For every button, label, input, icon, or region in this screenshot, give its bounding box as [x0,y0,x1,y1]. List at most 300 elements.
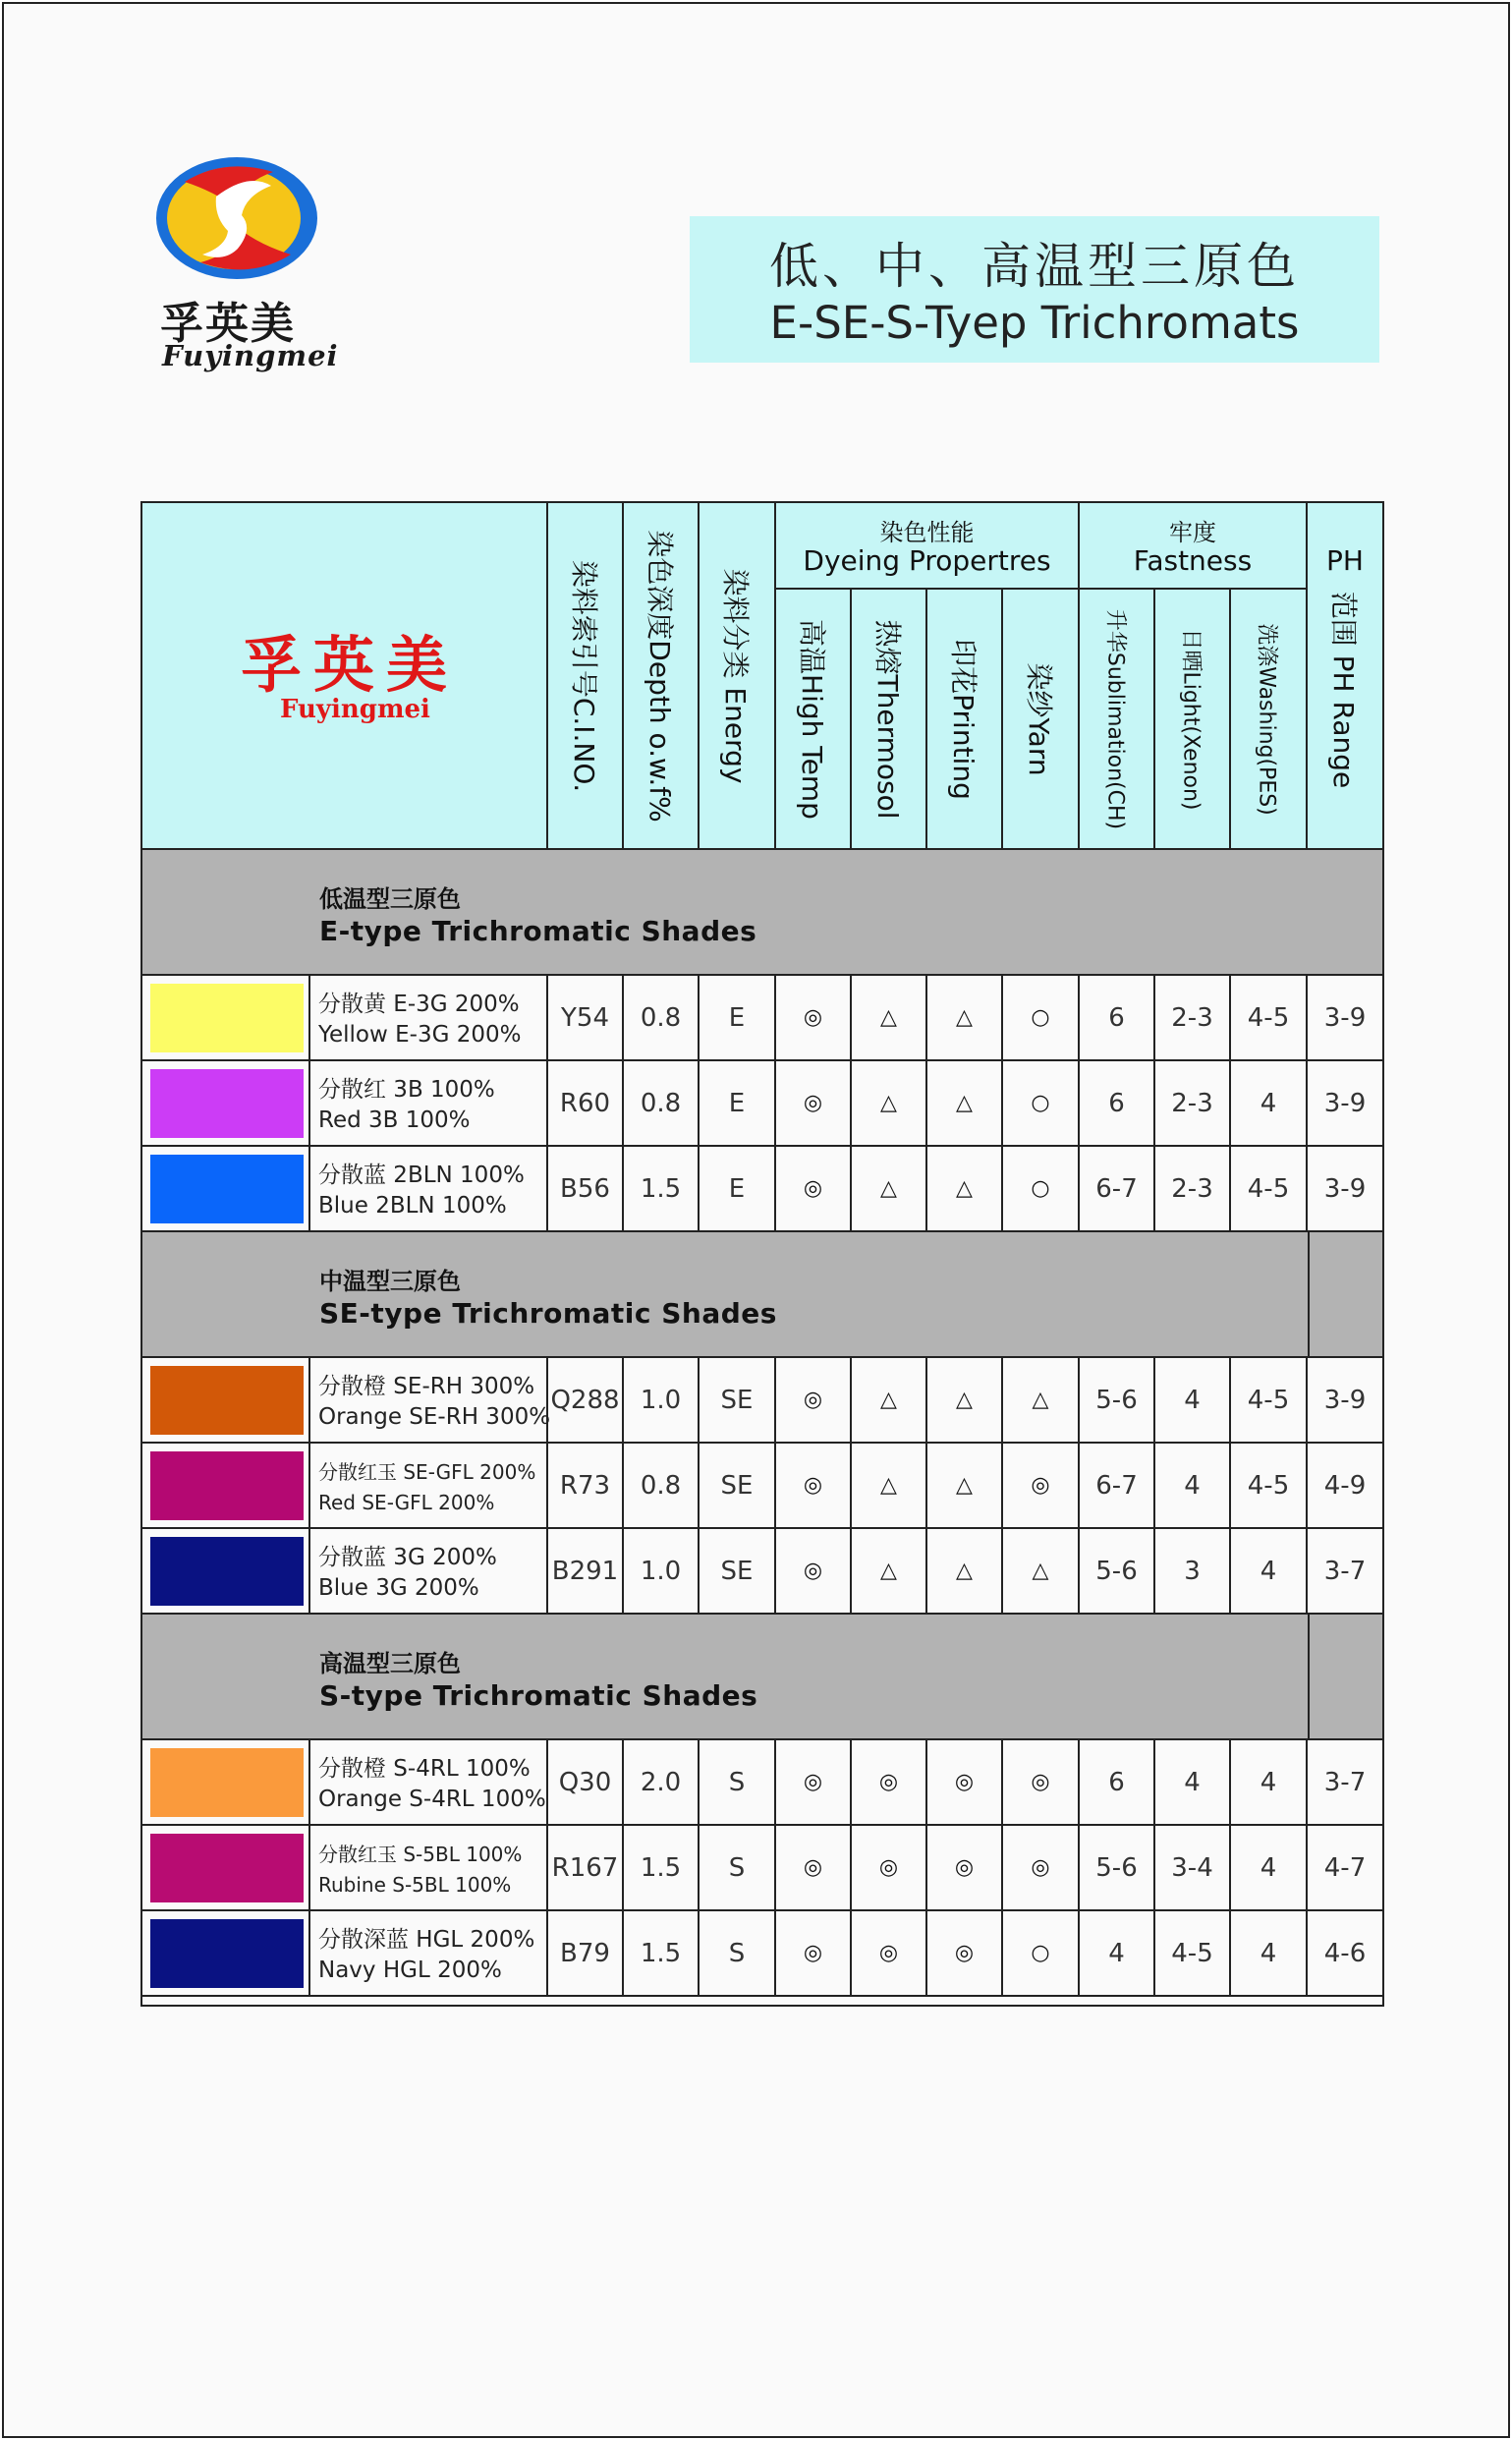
value-cell-energy [700,1740,776,1826]
value-thermosol: ◎ [878,1770,899,1794]
value-high-temp: ◎ [803,1091,823,1115]
value-cell-thermosol [852,1147,927,1232]
value-cell-washing [1231,1529,1308,1615]
color-swatch [150,1919,304,1988]
value-cell-thermosol [852,1826,927,1911]
value-cell-sublimation [1080,1147,1155,1232]
value-high-temp: ◎ [803,1559,823,1583]
value-cell-thermosol [852,976,927,1061]
value-energy: E [728,1173,746,1204]
value-sublimation: 6 [1108,1002,1125,1033]
value-cell-ci [548,1826,624,1911]
value-washing: 4 [1260,1852,1277,1883]
value-cell-thermosol [852,1911,927,1997]
value-cell-light [1155,1740,1231,1826]
value-washing: 4 [1260,1938,1277,1968]
value-cell-energy [700,1358,776,1444]
product-name-cn: 分散蓝 2BLN 100% [318,1163,525,1188]
value-printing: △ [956,1388,973,1412]
value-cell-yarn [1003,1444,1080,1529]
value-high-temp: ◎ [803,1941,823,1965]
product-name [318,1075,495,1136]
section-title-cn: 高温型三原色 [319,1650,461,1677]
swatch-cell [142,1061,310,1147]
product-name-cn: 分散红 3B 100% [318,1077,495,1103]
value-high-temp: ◎ [803,1473,823,1498]
section-header [142,850,1382,976]
value-light: 4 [1184,1385,1201,1415]
value-cell-sublimation [1080,976,1155,1061]
value-ph: 3-9 [1323,1385,1367,1415]
value-cell-washing [1231,1911,1308,1997]
value-ci: R73 [559,1470,611,1501]
value-ph: 3-7 [1323,1767,1367,1797]
product-name-en: Blue 2BLN 100% [318,1193,507,1219]
product-name-cn: 分散橙 S-4RL 100% [318,1756,531,1782]
product-name-cell [310,1444,548,1529]
brand-english: Fuyingmei [280,695,430,724]
product-name-en: Rubine S-5BL 100% [318,1873,512,1897]
value-ci: R60 [559,1088,611,1118]
swatch-cell [142,1911,310,1997]
section-header [142,1232,1382,1358]
value-cell-ph [1308,1358,1382,1444]
header-ci-no [548,503,624,850]
value-light: 3-4 [1171,1852,1213,1883]
title-chinese: 低、中、高温型三原色 [769,238,1300,295]
brand-chinese: 孚英美 [241,629,460,701]
header-washing [1231,590,1308,850]
value-printing: △ [956,1559,973,1583]
value-cell-ci [548,1529,624,1615]
color-swatch [150,1748,304,1817]
value-cell-depth [624,1740,700,1826]
header-thermosol [852,590,927,850]
value-cell-light [1155,1444,1231,1529]
value-printing: △ [956,1473,973,1498]
value-cell-ph [1308,1444,1382,1529]
value-cell-printing [927,1740,1003,1826]
product-name-en: Yellow E-3G 200% [318,1022,522,1048]
logo-emblem-icon [155,152,318,285]
value-cell-ph [1308,1740,1382,1826]
value-cell-yarn [1003,1826,1080,1911]
value-cell-ci [548,1358,624,1444]
value-cell-energy [700,1061,776,1147]
value-sublimation: 5-6 [1095,1385,1138,1415]
product-name-cell [310,1740,548,1826]
value-cell-high-temp [776,1358,852,1444]
product-name [318,1457,535,1518]
product-name-cn: 分散蓝 3G 200% [318,1545,497,1570]
value-cell-energy [700,1147,776,1232]
value-cell-thermosol [852,1444,927,1529]
value-cell-sublimation [1080,1740,1155,1826]
value-thermosol: △ [880,1091,897,1115]
value-energy: S [728,1852,746,1883]
value-depth: 1.5 [640,1173,682,1204]
value-high-temp: ◎ [803,1855,823,1880]
value-light: 2-3 [1171,1088,1213,1118]
value-cell-washing [1231,1826,1308,1911]
value-yarn: ○ [1031,1941,1050,1965]
value-cell-ci [548,1147,624,1232]
value-cell-washing [1231,1358,1308,1444]
product-name-en: Orange SE-RH 300% [318,1404,551,1430]
product-name-en: Navy HGL 200% [318,1958,502,1983]
value-cell-yarn [1003,1740,1080,1826]
value-cell-washing [1231,1740,1308,1826]
section-ph-cell [1308,1232,1382,1356]
value-cell-depth [624,976,700,1061]
header-depth [624,503,700,850]
color-swatch [150,1069,304,1138]
value-sublimation: 6-7 [1095,1173,1138,1204]
value-light: 3 [1184,1556,1201,1586]
logo-english-name: Fuyingmei [162,339,339,372]
color-swatch [150,984,304,1052]
value-light: 4 [1184,1767,1201,1797]
value-washing: 4 [1260,1767,1277,1797]
product-name [318,1372,550,1433]
value-energy: S [728,1767,746,1797]
header-depth-label: 染色深度Depth o.w.f% [643,529,676,823]
value-energy: SE [720,1556,754,1586]
value-ci: Y54 [561,1002,609,1033]
brand-header-cell [142,503,548,850]
header-printing [927,590,1003,850]
product-name-cell [310,1826,548,1911]
value-cell-high-temp [776,976,852,1061]
value-high-temp: ◎ [803,1005,823,1030]
value-washing: 4-5 [1247,1470,1290,1501]
value-cell-ci [548,1911,624,1997]
value-thermosol: ◎ [878,1941,899,1965]
value-ci: B291 [551,1556,619,1586]
value-cell-ph [1308,1061,1382,1147]
value-cell-sublimation [1080,1444,1155,1529]
value-thermosol: △ [880,1005,897,1030]
value-yarn: ◎ [1031,1855,1050,1880]
value-high-temp: ◎ [803,1388,823,1412]
value-cell-light [1155,1147,1231,1232]
value-light: 4 [1184,1470,1201,1501]
swatch-cell [142,1740,310,1826]
value-yarn: △ [1032,1559,1049,1583]
value-yarn: ◎ [1031,1473,1050,1498]
product-name [318,1754,546,1815]
value-cell-printing [927,1358,1003,1444]
value-depth: 1.0 [640,1385,682,1415]
header-high-temp-label: 高温High Temp [795,618,828,820]
value-ci: B79 [560,1938,610,1968]
value-cell-light [1155,1826,1231,1911]
value-cell-ph [1308,976,1382,1061]
value-cell-yarn [1003,976,1080,1061]
product-name-en: Red 3B 100% [318,1107,471,1133]
header-energy [700,503,776,850]
value-cell-energy [700,1444,776,1529]
product-name-cell [310,1358,551,1444]
product-name-cn: 分散红玉 S-5BL 100% [318,1843,523,1866]
product-name-cn: 分散橙 SE-RH 300% [318,1374,535,1399]
value-ph: 3-9 [1323,1002,1367,1033]
section-title-cn: 中温型三原色 [319,1268,461,1295]
value-cell-high-temp [776,1147,852,1232]
value-cell-printing [927,976,1003,1061]
value-cell-yarn [1003,1911,1080,1997]
value-energy: SE [720,1385,754,1415]
header-light-label: 日晒Light(Xenon) [1178,627,1203,811]
value-cell-ph [1308,1529,1382,1615]
section-title-en: S-type Trichromatic Shades [319,1679,758,1712]
swatch-cell [142,1358,310,1444]
value-cell-sublimation [1080,1529,1155,1615]
value-cell-depth [624,1061,700,1147]
value-ci: R167 [551,1852,619,1883]
value-cell-thermosol [852,1358,927,1444]
value-cell-sublimation [1080,1061,1155,1147]
value-ph: 3-9 [1323,1173,1367,1204]
value-thermosol: △ [880,1176,897,1201]
value-energy: E [728,1002,746,1033]
value-cell-printing [927,1061,1003,1147]
value-cell-yarn [1003,1358,1080,1444]
product-name-cn: 分散红玉 SE-GFL 200% [318,1460,536,1484]
header-yarn-label: 染纱Yarn [1023,661,1055,776]
value-cell-ph [1308,1826,1382,1911]
company-logo [152,152,339,378]
header-fastness-group-cn: 牢度 [1169,519,1216,546]
value-cell-printing [927,1444,1003,1529]
value-depth: 2.0 [640,1767,682,1797]
value-depth: 0.8 [640,1088,682,1118]
value-washing: 4 [1260,1556,1277,1586]
swatch-cell [142,1826,310,1911]
value-light: 2-3 [1171,1002,1213,1033]
header-washing-label: 洗涤Washing(PES) [1254,622,1279,816]
product-name [318,1925,534,1986]
product-name-cell [310,1911,548,1997]
value-cell-light [1155,1911,1231,1997]
value-cell-light [1155,1358,1231,1444]
value-energy: SE [720,1470,754,1501]
value-washing: 4-5 [1247,1385,1290,1415]
value-sublimation: 6 [1108,1767,1125,1797]
swatch-cell [142,976,310,1061]
value-cell-washing [1231,1147,1308,1232]
value-cell-thermosol [852,1061,927,1147]
value-cell-high-temp [776,1826,852,1911]
value-cell-printing [927,1826,1003,1911]
value-sublimation: 6 [1108,1088,1125,1118]
value-cell-energy [700,1911,776,1997]
value-washing: 4 [1260,1088,1277,1118]
header-dyeing-group [776,503,1080,590]
value-washing: 4-5 [1247,1002,1290,1033]
value-cell-washing [1231,1444,1308,1529]
value-cell-sublimation [1080,1358,1155,1444]
header-ph-range-label: 范围 PH Range [1327,591,1360,789]
value-light: 2-3 [1171,1173,1213,1204]
value-cell-ph [1308,1147,1382,1232]
value-cell-printing [927,1147,1003,1232]
value-cell-light [1155,1529,1231,1615]
value-cell-depth [624,1147,700,1232]
value-energy: E [728,1088,746,1118]
header-ci-no-label: 染料索引号C.I.NO. [567,559,600,792]
swatch-cell [142,1147,310,1232]
value-depth: 1.0 [640,1556,682,1586]
color-swatch [150,1155,304,1223]
value-ph: 3-9 [1323,1088,1367,1118]
value-cell-energy [700,1529,776,1615]
logo-chinese-name: 孚英美 [160,299,296,349]
value-cell-yarn [1003,1061,1080,1147]
value-cell-ph [1308,1911,1382,1997]
header-fastness-group-en: Fastness [1133,544,1253,577]
value-thermosol: △ [880,1473,897,1498]
product-name-cell [310,1147,548,1232]
value-ph: 4-6 [1323,1938,1367,1968]
value-cell-light [1155,976,1231,1061]
header-energy-label: 染料分类 Energy [719,568,752,783]
value-printing: ◎ [954,1941,975,1965]
header-fastness-group [1080,503,1308,590]
value-printing: ◎ [954,1770,975,1794]
value-thermosol: △ [880,1388,897,1412]
value-cell-ci [548,1061,624,1147]
value-cell-high-temp [776,1740,852,1826]
header-dyeing-group-en: Dyeing Propertres [803,544,1051,577]
value-ph: 3-7 [1323,1556,1367,1586]
value-sublimation: 6-7 [1095,1470,1138,1501]
color-swatch [150,1451,304,1520]
product-name-cell [310,976,548,1061]
color-swatch [150,1366,304,1435]
product-name-en: Red SE-GFL 200% [318,1491,495,1514]
value-depth: 1.5 [640,1852,682,1883]
color-swatch [150,1537,304,1606]
header-sublimation-label: 升华Sublimation(CH) [1102,608,1127,829]
value-cell-depth [624,1529,700,1615]
value-cell-thermosol [852,1740,927,1826]
value-cell-depth [624,1826,700,1911]
value-yarn: ○ [1031,1091,1050,1115]
value-cell-sublimation [1080,1826,1155,1911]
value-depth: 0.8 [640,1470,682,1501]
section-title-cn: 低温型三原色 [319,885,461,913]
value-cell-energy [700,1826,776,1911]
title-english: E-SE-S-Tyep Trichromats [769,297,1300,349]
value-thermosol: △ [880,1559,897,1583]
section-ph-cell [1308,1615,1382,1738]
value-cell-ci [548,1444,624,1529]
value-cell-yarn [1003,1147,1080,1232]
value-cell-printing [927,1529,1003,1615]
value-printing: △ [956,1176,973,1201]
trichromat-table [140,501,1384,2007]
product-name [318,1161,525,1221]
value-ph: 4-7 [1323,1852,1367,1883]
value-high-temp: ◎ [803,1176,823,1201]
product-name-en: Orange S-4RL 100% [318,1787,546,1812]
section-title-en: SE-type Trichromatic Shades [319,1297,777,1330]
color-swatch [150,1834,304,1902]
value-cell-yarn [1003,1529,1080,1615]
header-ph [1308,503,1382,850]
product-name [318,1543,497,1604]
value-yarn: △ [1032,1388,1049,1412]
product-name-cell [310,1529,548,1615]
value-cell-high-temp [776,1061,852,1147]
value-cell-ci [548,976,624,1061]
value-ci: Q30 [558,1767,612,1797]
value-printing: ◎ [954,1855,975,1880]
header-ph-en: PH [1326,544,1364,577]
value-printing: △ [956,1091,973,1115]
value-cell-thermosol [852,1529,927,1615]
value-washing: 4-5 [1247,1173,1290,1204]
value-cell-depth [624,1358,700,1444]
value-cell-washing [1231,1061,1308,1147]
swatch-cell [142,1444,310,1529]
header-high-temp [776,590,852,850]
product-name-cell [310,1061,548,1147]
value-sublimation: 4 [1108,1938,1125,1968]
value-sublimation: 5-6 [1095,1852,1138,1883]
swatch-cell [142,1529,310,1615]
value-cell-high-temp [776,1444,852,1529]
document-title-box [690,216,1379,363]
value-cell-printing [927,1911,1003,1997]
value-cell-energy [700,976,776,1061]
value-cell-depth [624,1911,700,1997]
product-name [318,990,521,1050]
product-name-cn: 分散深蓝 HGL 200% [318,1927,535,1953]
header-printing-label: 印花Printing [946,638,980,800]
value-sublimation: 5-6 [1095,1556,1138,1586]
section-header [142,1615,1382,1740]
value-high-temp: ◎ [803,1770,823,1794]
value-cell-sublimation [1080,1911,1155,1997]
value-ph: 4-9 [1323,1470,1367,1501]
value-cell-ci [548,1740,624,1826]
value-light: 4-5 [1171,1938,1213,1968]
value-thermosol: ◎ [878,1855,899,1880]
value-ci: Q288 [550,1385,620,1415]
value-cell-high-temp [776,1529,852,1615]
value-energy: S [728,1938,746,1968]
value-yarn: ◎ [1031,1770,1050,1794]
value-yarn: ○ [1031,1005,1050,1030]
product-name-en: Blue 3G 200% [318,1575,479,1601]
header-yarn [1003,590,1080,850]
value-ci: B56 [560,1173,610,1204]
value-yarn: ○ [1031,1176,1050,1201]
section-title-en: E-type Trichromatic Shades [319,915,757,947]
value-cell-high-temp [776,1911,852,1997]
value-printing: △ [956,1005,973,1030]
header-thermosol-label: 热熔Thermosol [870,618,904,820]
value-depth: 0.8 [640,1002,682,1033]
value-cell-washing [1231,976,1308,1061]
value-cell-light [1155,1061,1231,1147]
product-name-cn: 分散黄 E-3G 200% [318,992,520,1017]
header-light [1155,590,1231,850]
value-cell-depth [624,1444,700,1529]
header-dyeing-group-cn: 染色性能 [879,519,975,546]
